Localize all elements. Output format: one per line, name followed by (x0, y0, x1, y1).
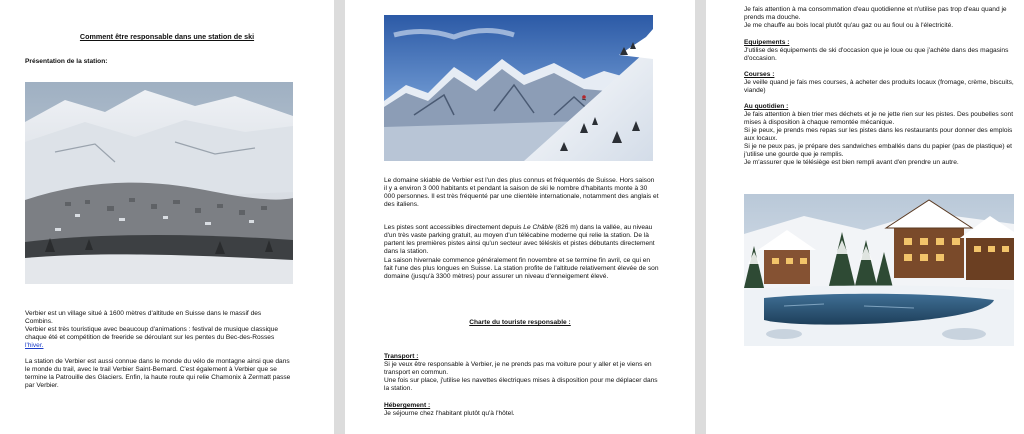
document-page-2 (345, 0, 695, 434)
paragraph: Je fais attention à bien trier mes déchets et je ne jette rien sur les pistes. Des poubelles sont mises à disposition à chaque remontée mécanique. (744, 111, 1014, 126)
page-gap (695, 0, 706, 434)
hyperlink[interactable]: l'hiver. (25, 342, 44, 349)
page-gap (334, 0, 345, 434)
paragraph: Si je ne peux pas, je prépare des sandwiches emballés dans du papier (pas de plastique) et j'utilise une gourde que je remplis. (744, 143, 1012, 158)
paragraph: Je séjourne chez l'habitant plutôt qu'à l'hôtel. (384, 410, 515, 417)
paragraph: Une fois sur place, j'utilise les navettes électriques mises à disposition pour me déplacer dans la station. (384, 377, 658, 392)
mountain-photo (384, 15, 653, 161)
paragraph: Si je veux être responsable à Verbier, je ne prends pas ma voiture pour y aller et je viens en transport en commun. (384, 361, 652, 376)
paragraph: La station de Verbier est aussi connue dans le monde du vélo de montagne ainsi que dans le monde du trail, avec le trail Verbier Saint-Bernard. C'est également à Verbier que se termine la Patrouille des Glaciers. Enfin, la haute route qui relie Chamonix à Zermatt passe par Verbier. (25, 358, 291, 389)
paragraph: Je fais attention à ma consommation d'eau quotidienne et n'utilise pas trop d'eau quand je prends ma douche. (744, 6, 1007, 21)
section-heading: Présentation de la station: (25, 58, 108, 65)
section-heading: Courses : (744, 71, 775, 78)
paragraph-text: (826 m) dans la vallée, au niveau d'un très vaste parking gratuit, au moyen d'un télécabine moderne qui relie la station. De là partent les premières pistes ainsi qu'un secteur avec téléskis et pistes débutants directement dans la station. (384, 224, 655, 255)
paragraph: J'utilise des équipements de ski d'occasion que je loue ou que j'achète dans des magasins d'occasion. (744, 47, 1009, 62)
chalets-photo (744, 194, 1014, 346)
paragraph-text: Les pistes sont accessibles directement depuis (384, 224, 522, 231)
paragraph (25, 326, 290, 350)
paragraph: Je me chauffe au bois local plutôt qu'au gaz ou au fioul ou à l'électricité. (744, 22, 954, 29)
section-heading: Transport : (384, 353, 419, 360)
paragraph: La saison hivernale commence généralement fin novembre et se termine fin avril, ce qui en fait l'une des plus longues en Suisse. La station profite de l'altitude relativement élevée de son domaine (jusqu'à 3300 mètres) pour assurer un niveau d'enneigement élevé. (384, 257, 659, 280)
section-heading: Au quotidien : (744, 103, 789, 110)
place-name: Le Châble (523, 224, 554, 231)
charter-title: Charte du touriste responsable : (469, 319, 571, 326)
section-heading: Equipements : (744, 39, 790, 46)
paragraph (384, 224, 659, 256)
paragraph-text: Verbier est très touristique avec beaucoup d'animations : festival de musique classique chaque été et compétition de freeride se déroulant sur les pentes du Bec-des-Rosses (25, 326, 279, 341)
paragraph: Si je peux, je prends mes repas sur les pistes dans les restaurants pour donner des emplois aux locaux. (744, 127, 1013, 142)
document-page-1 (0, 0, 334, 434)
document-page-3 (706, 0, 1024, 434)
village-photo (25, 82, 293, 284)
paragraph: Le domaine skiable de Verbier est l'un des plus connus et fréquentés de Suisse. Hors saison il y a environ 3 000 habitants et pendant la saison de ski le nombre d'habitants monte à 30 000 personnes. Il est très fréquenté par une clientèle internationale, notamment des anglais et des italiens. (384, 177, 659, 208)
document-title: Comment être responsable dans une station de ski (79, 32, 255, 41)
paragraph: Je veille quand je fais mes courses, à acheter des produits locaux (fromage, crème, biscuits, viande) (744, 79, 1014, 94)
paragraph: Je m'assurer que le télésiège est bien rempli avant d'en prendre un autre. (744, 159, 959, 166)
paragraph: Verbier est un village situé à 1600 mètres d'altitude en Suisse dans le massif des Combins. (25, 310, 262, 325)
section-heading: Hébergement : (384, 402, 431, 409)
